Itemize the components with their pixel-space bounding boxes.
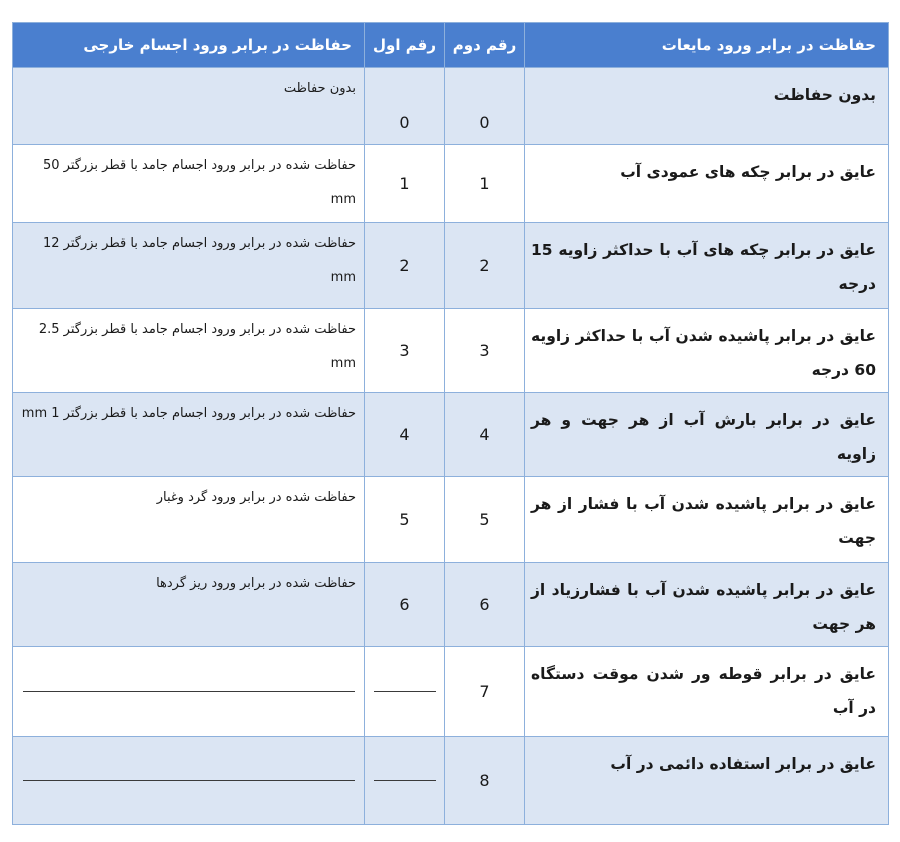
table-row (13, 737, 889, 825)
header-first-digit: رقم اول (365, 23, 445, 68)
blank-line (374, 691, 436, 692)
liquid-protection-cell (525, 647, 889, 737)
liquid-protection-text: عایق در برابر پاشیده شدن آب با فشارزیاد از هر جهت (531, 581, 876, 633)
table-row (13, 477, 889, 563)
solid-protection-cell (13, 737, 365, 825)
table-row (13, 309, 889, 393)
second-digit-cell: 4 (445, 393, 525, 477)
table-row (13, 223, 889, 309)
liquid-protection-text: عایق در برابر پاشیده شدن آب با حداکثر زاویه 60 درجه (531, 327, 876, 379)
first-digit-cell: 4 (365, 393, 445, 477)
first-digit-cell: 3 (365, 309, 445, 393)
liquid-protection-text: عایق در برابر استفاده دائمی در آب (610, 755, 876, 773)
table-row (13, 563, 889, 647)
solid-protection-text: حفاظت شده در برابر ورود گرد وغبار (156, 490, 356, 505)
liquid-protection-cell (525, 393, 889, 477)
liquid-protection-cell (525, 68, 889, 145)
liquid-protection-text: بدون حفاظت (773, 86, 876, 104)
header-second-digit: رقم دوم (445, 23, 525, 68)
header-solid-protection: حفاظت در برابر ورود اجسام خارجی (13, 23, 365, 68)
solid-protection-text: حفاظت شده در برابر ورود ریز گردها (156, 576, 356, 591)
first-digit-cell: 6 (365, 563, 445, 647)
liquid-protection-cell (525, 477, 889, 563)
first-digit-cell: 0 (365, 68, 445, 145)
liquid-protection-cell (525, 563, 889, 647)
solid-protection-cell (13, 647, 365, 737)
solid-protection-cell (13, 393, 365, 477)
solid-protection-text: حفاظت شده در برابر ورود اجسام جامد با قطر بزرگتر 50 mm (43, 158, 356, 207)
table-row (13, 145, 889, 223)
second-digit-cell: 2 (445, 223, 525, 309)
solid-protection-cell (13, 223, 365, 309)
liquid-protection-text: عایق در برابر پاشیده شدن آب با فشار از هر جهت (531, 495, 876, 547)
table-row (13, 68, 889, 145)
table-row (13, 647, 889, 737)
second-digit-cell: 7 (445, 647, 525, 737)
liquid-protection-cell (525, 309, 889, 393)
table-row (13, 393, 889, 477)
solid-protection-text: حفاظت شده در برابر ورود اجسام جامد با قطر بزرگتر 12 mm (43, 236, 356, 285)
solid-protection-text: بدون حفاظت (283, 81, 356, 96)
second-digit-cell: 5 (445, 477, 525, 563)
liquid-protection-cell (525, 223, 889, 309)
liquid-protection-cell (525, 145, 889, 223)
liquid-protection-cell (525, 737, 889, 825)
first-digit-cell (365, 647, 445, 737)
blank-line (23, 691, 355, 692)
second-digit-cell: 8 (445, 737, 525, 825)
solid-protection-cell (13, 477, 365, 563)
first-digit-cell: 1 (365, 145, 445, 223)
blank-line (374, 780, 436, 781)
second-digit-cell: 6 (445, 563, 525, 647)
second-digit-cell: 0 (445, 68, 525, 145)
first-digit-cell: 5 (365, 477, 445, 563)
solid-protection-cell (13, 145, 365, 223)
solid-protection-cell (13, 563, 365, 647)
header-liquid-protection: حفاظت در برابر ورود مایعات (525, 23, 889, 68)
liquid-protection-text: عایق در برابر چکه های عمودی آب (620, 163, 876, 181)
first-digit-cell: 2 (365, 223, 445, 309)
table-header-row (13, 23, 889, 68)
solid-protection-text: حفاظت شده در برابر ورود اجسام جامد با قطر بزرگتر 2.5 mm (38, 322, 356, 371)
ip-rating-table (12, 22, 889, 825)
liquid-protection-text: عایق در برابر چکه های آب با حداکثر زاویه 15 درجه (531, 241, 876, 293)
solid-protection-cell (13, 309, 365, 393)
first-digit-cell (365, 737, 445, 825)
blank-line (23, 780, 355, 781)
solid-protection-text: حفاظت شده در برابر ورود اجسام جامد با قطر بزرگتر 1 mm (21, 406, 356, 421)
second-digit-cell: 1 (445, 145, 525, 223)
liquid-protection-text: عایق در برابر قوطه ور شدن موقت دستگاه در آب (531, 665, 876, 717)
liquid-protection-text: عایق در برابر بارش آب از هر جهت و هر زاویه (531, 411, 876, 463)
second-digit-cell: 3 (445, 309, 525, 393)
solid-protection-cell (13, 68, 365, 145)
